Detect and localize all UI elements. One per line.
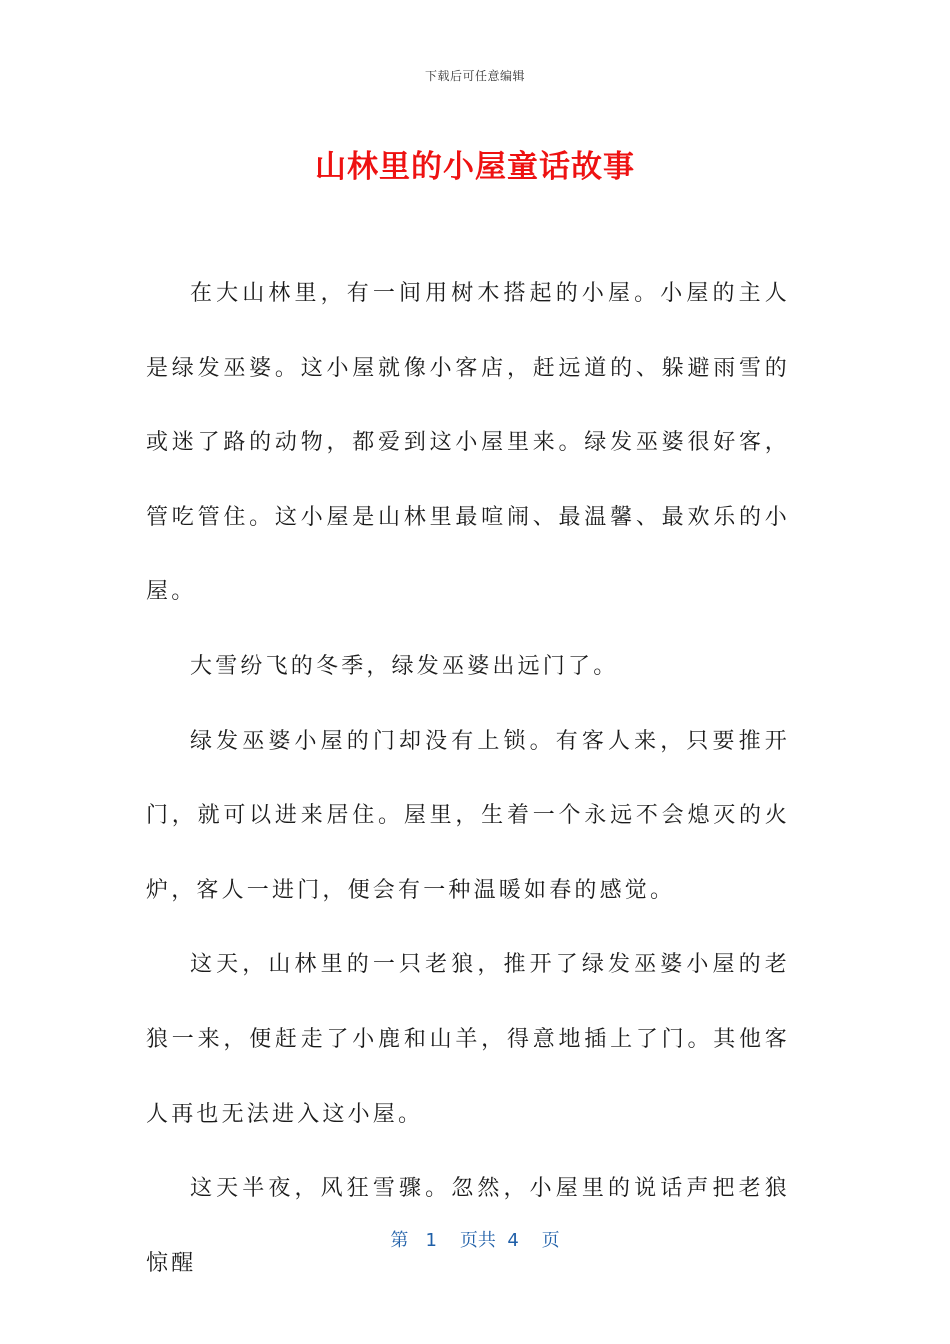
page-suffix: 页 <box>541 1230 560 1251</box>
current-page-number: 1 <box>425 1230 437 1251</box>
paragraph: 这天，山林里的一只老狼，推开了绿发巫婆小屋的老狼一来，便赶走了小鹿和山羊，得意地插上了门。其他客人再也无法进入这小屋。 <box>146 952 790 1127</box>
header-note: 下载后可任意编辑 <box>424 69 525 83</box>
document-title: 山林里的小屋童话故事 <box>315 149 635 185</box>
total-pages-number: 4 <box>507 1230 519 1251</box>
paragraph: 在大山林里，有一间用树木搭起的小屋。小屋的主人是绿发巫婆。这小屋就像小客店，赶远道的、躲避雨雪的或迷了路的动物，都爱到这小屋里来。绿发巫婆很好客，管吃管住。这小屋是山林里最喧闹、最温馨、最欢乐的小屋。 <box>146 281 790 605</box>
page-prefix: 第 <box>390 1230 409 1251</box>
paragraph: 大雪纷飞的冬季，绿发巫婆出远门了。 <box>190 653 619 679</box>
page-footer <box>0 1226 950 1252</box>
paragraph: 这天半夜，风狂雪骤。忽然，小屋里的说话声把老狼惊醒 <box>146 1176 790 1276</box>
page-mid: 页共 <box>459 1230 496 1251</box>
paragraph: 绿发巫婆小屋的门却没有上锁。有客人来，只要推开门，就可以进来居住。屋里，生着一个永远不会熄灭的火炉，客人一进门，便会有一种温暖如春的感觉。 <box>146 728 790 903</box>
document-body <box>146 257 790 1301</box>
